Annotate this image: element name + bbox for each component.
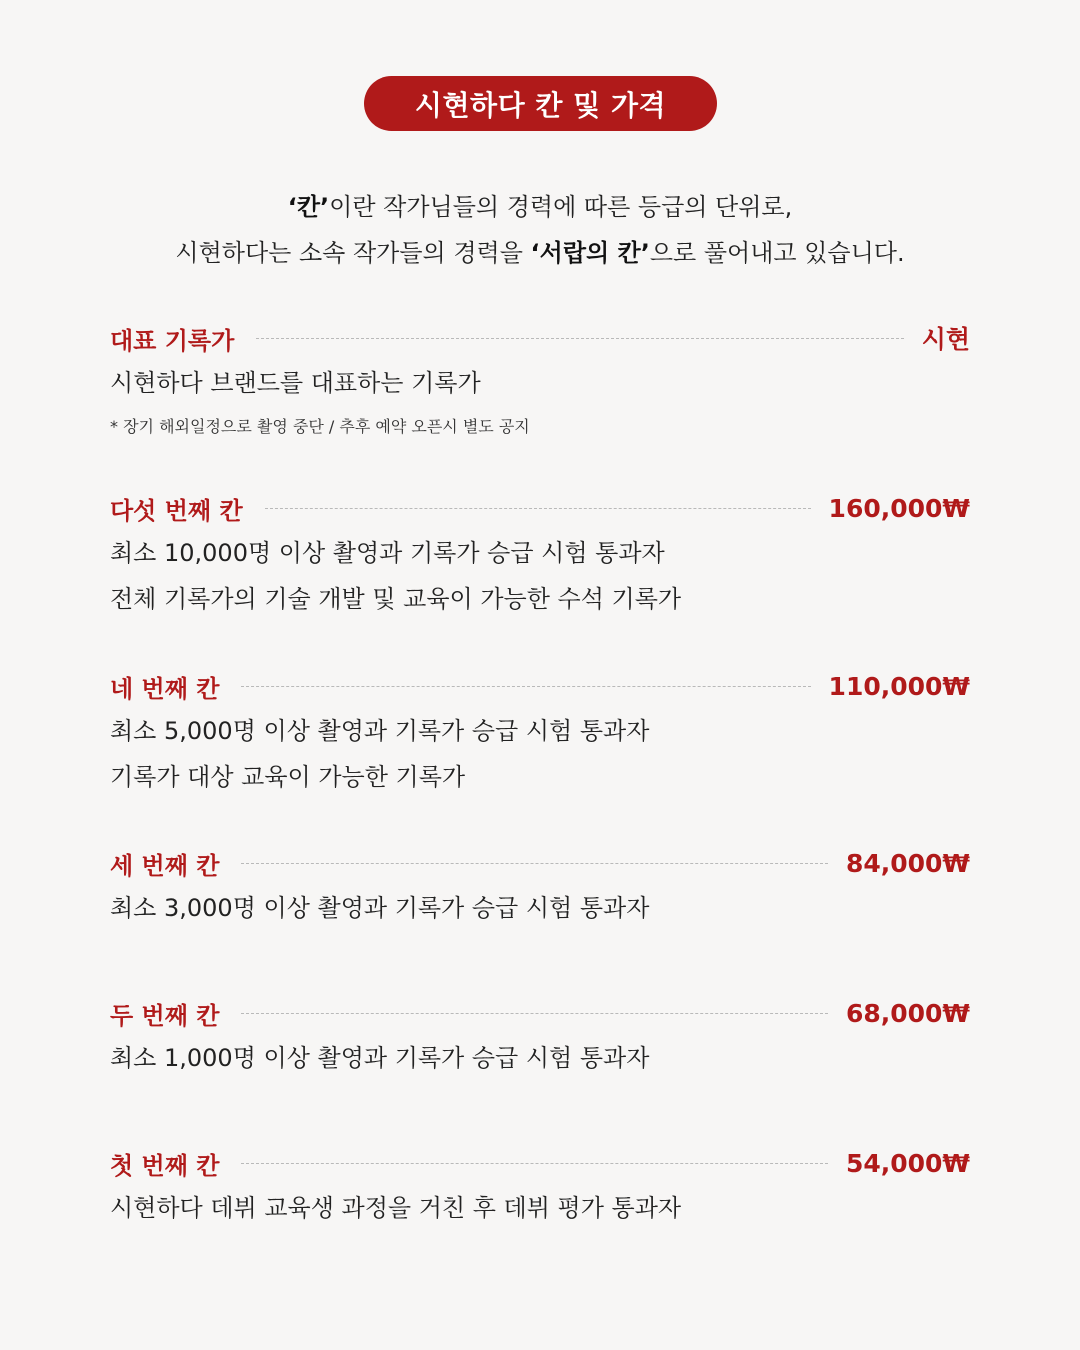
tier-header	[110, 490, 970, 526]
tier-description: 최소 1,000명 이상 촬영과 기록가 승급 시험 통과자	[110, 1044, 650, 1072]
tier-fourth	[110, 668, 970, 800]
tier-representative	[110, 320, 970, 437]
dotted-leader	[241, 863, 827, 864]
dotted-leader	[241, 1013, 827, 1014]
intro-line-2-post: 으로 풀어내고 있습니다.	[649, 239, 905, 267]
dotted-leader	[265, 508, 811, 509]
tier-name: 대표 기록가	[110, 326, 235, 355]
tier-header	[110, 668, 970, 704]
intro-line-1-text: 이란 작가님들의 경력에 따른 등급의 단위로,	[329, 193, 793, 221]
page-title: 시현하다 칸 및 가격	[414, 88, 667, 122]
tier-price: 시현	[921, 325, 970, 354]
tier-price: 84,000₩	[845, 848, 970, 878]
tier-note: * 장기 해외일정으로 촬영 중단 / 추후 예약 오픈시 별도 공지	[110, 417, 530, 436]
tier-description: 전체 기록가의 기술 개발 및 교육이 가능한 수석 기록가	[110, 585, 682, 613]
tier-name: 세 번째 칸	[110, 851, 220, 880]
tier-description: 시현하다 브랜드를 대표하는 기록가	[110, 369, 481, 397]
tier-name: 두 번째 칸	[110, 1001, 220, 1030]
intro-line-1	[0, 184, 1080, 230]
tier-second	[110, 995, 970, 1081]
tier-header	[110, 320, 970, 356]
tier-name: 네 번째 칸	[110, 674, 220, 703]
tier-header	[110, 995, 970, 1031]
tier-first	[110, 1145, 970, 1231]
dotted-leader	[241, 1163, 827, 1164]
page-title-badge	[364, 76, 717, 131]
tier-third	[110, 845, 970, 931]
tier-price: 160,000₩	[828, 493, 970, 523]
tier-header	[110, 845, 970, 881]
tier-price: 68,000₩	[845, 998, 970, 1028]
intro-line-2-pre: 시현하다는 소속 작가들의 경력을	[175, 239, 531, 267]
intro-term-kan: ‘칸’	[287, 193, 330, 221]
dotted-leader	[256, 338, 903, 339]
tier-fifth	[110, 490, 970, 622]
tier-description: 기록가 대상 교육이 가능한 기록가	[110, 763, 466, 791]
tier-description: 최소 5,000명 이상 촬영과 기록가 승급 시험 통과자	[110, 717, 650, 745]
intro-text	[0, 184, 1080, 276]
tier-header	[110, 1145, 970, 1181]
tier-description: 최소 10,000명 이상 촬영과 기록가 승급 시험 통과자	[110, 539, 665, 567]
tier-price: 110,000₩	[828, 671, 970, 701]
tier-price: 54,000₩	[845, 1148, 970, 1178]
intro-line-2	[0, 230, 1080, 276]
tier-description: 최소 3,000명 이상 촬영과 기록가 승급 시험 통과자	[110, 894, 650, 922]
tier-name: 다섯 번째 칸	[110, 496, 243, 525]
tier-name: 첫 번째 칸	[110, 1151, 220, 1180]
dotted-leader	[241, 686, 810, 687]
tier-description: 시현하다 데뷔 교육생 과정을 거친 후 데뷔 평가 통과자	[110, 1194, 682, 1222]
intro-term-drawer: ‘서랍의 칸’	[530, 239, 650, 267]
